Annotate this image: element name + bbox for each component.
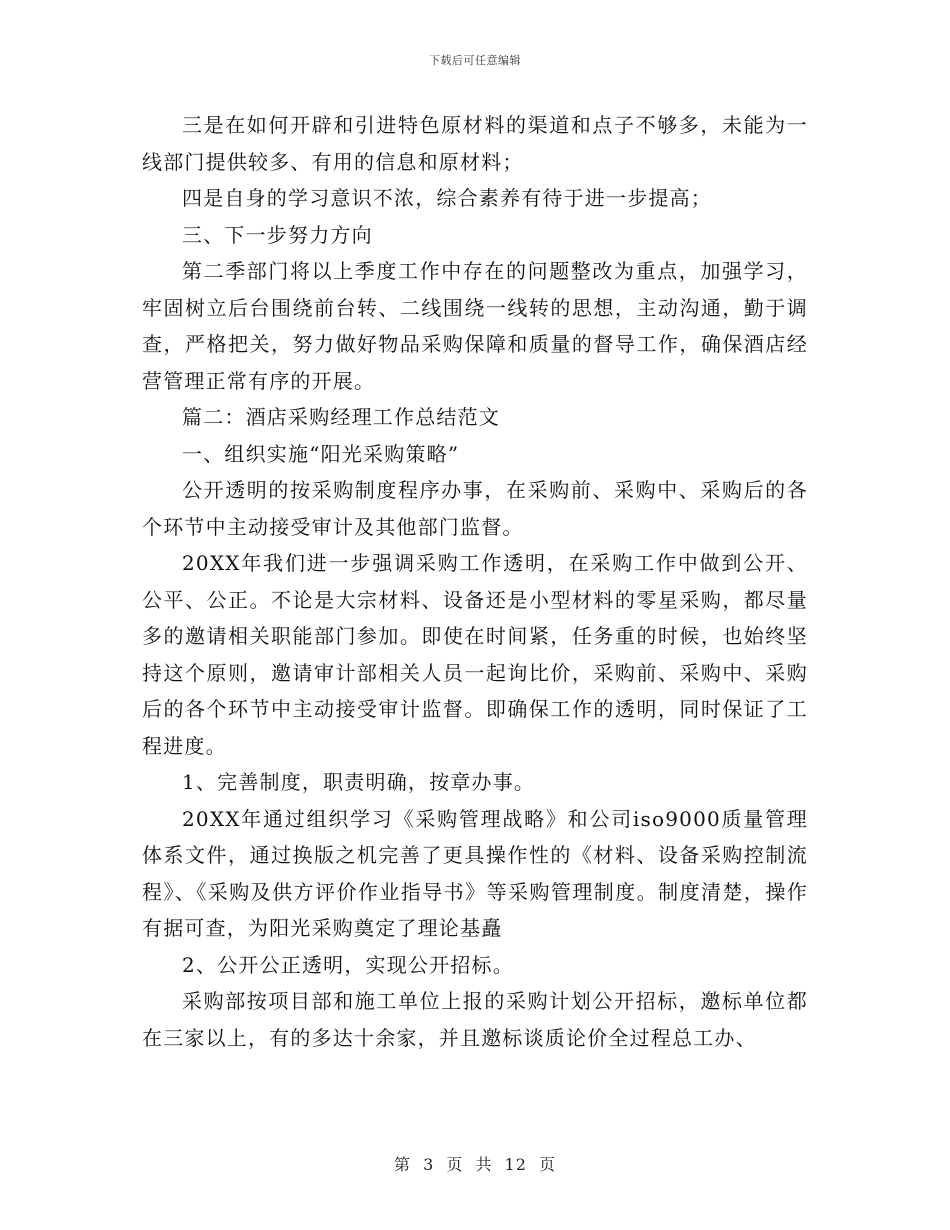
section-heading: 一、组织实施“阳光采购策略” (182, 441, 460, 466)
paragraph: 公开透明的按采购制度程序办事，在采购前、采购中、采购后的各个环节中主动接受审计及其他部门监督。 (142, 478, 808, 539)
document-body (142, 107, 808, 1056)
subsection-heading: 2、公开公正透明，实现公开招标。 (182, 952, 514, 977)
paragraph: 20XX年通过组织学习《采购管理战略》和公司iso9000质量管理体系文件，通过换版之机完善了更具操作性的《材料、设备采购控制流程》、《采购及供方评价作业指导书》等采购管理制度。制度清楚，操作有据可查，为阳光采购奠定了理论基矗 (142, 806, 808, 940)
header-note: 下载后可任意编辑 (429, 54, 521, 67)
paragraph: 第二季部门将以上季度工作中存在的问题整改为重点，加强学习，牢固树立后台围绕前台转、二线围绕一线转的思想，主动沟通，勤于调查，严格把关，努力做好物品采购保障和质量的督导工作，确保酒店经营管理正常有序的开展。 (142, 259, 808, 393)
paragraph: 四是自身的学习意识不浓，综合素养有待于进一步提高； (182, 186, 712, 210)
paragraph: 20XX年我们进一步强调采购工作透明，在采购工作中做到公开、公平、公正。不论是大宗材料、设备还是小型材料的零星采购，都尽量多的邀请相关职能部门参加。即使在时间紧，任务重的时候，也始终坚持这个原则，邀请审计部相关人员一起询比价，采购前、采购中、采购后的各个环节中主动接受审计监督。即确保工作的透明，同时保证了工程进度。 (142, 551, 808, 758)
paragraph: 采购部按项目部和施工单位上报的采购计划公开招标，邀标单位都在三家以上，有的多达十余家，并且邀标谈质论价全过程总工办、 (142, 989, 808, 1050)
paragraph: 三是在如何开辟和引进特色原材料的渠道和点子不够多，未能为一线部门提供较多、有用的信息和原材料； (142, 113, 808, 174)
subsection-heading: 1、完善制度，职责明确，按章办事。 (182, 770, 536, 794)
section-heading: 三、下一步努力方向 (182, 222, 373, 247)
article-title: 篇二：酒店采购经理工作总结范文 (182, 405, 500, 429)
page-number: 第 3 页 共 12 页 (394, 1155, 556, 1174)
